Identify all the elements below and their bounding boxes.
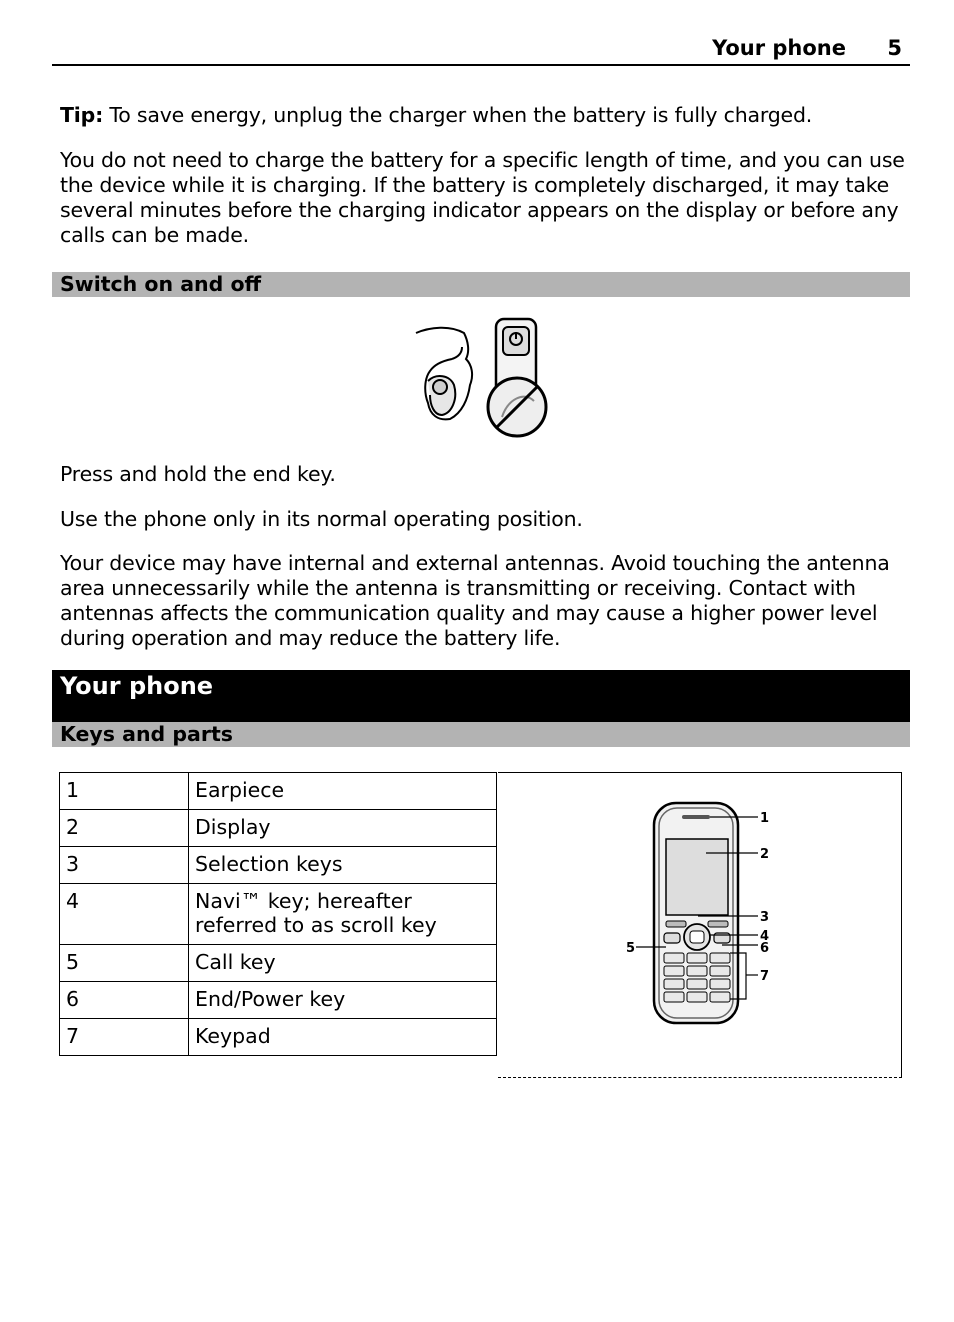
part-name: Navi™ key; hereafter referred to as scroll key — [189, 884, 497, 945]
callout-5: 5 — [626, 941, 636, 956]
phone-diagram-illustration — [626, 799, 771, 1029]
part-name: Call key — [189, 945, 497, 982]
table-row — [60, 1019, 497, 1056]
part-number: 3 — [60, 847, 189, 884]
hand-end-key-illustration — [408, 315, 558, 443]
part-number: 1 — [60, 773, 189, 810]
section-heading-switch — [52, 272, 910, 297]
part-name: Keypad — [189, 1019, 497, 1056]
page-number: 5 — [887, 36, 902, 60]
table-row — [60, 810, 497, 847]
table-row — [60, 847, 497, 884]
page-header — [52, 34, 910, 66]
table-row — [60, 945, 497, 982]
part-name: Selection keys — [189, 847, 497, 884]
chapter-heading — [52, 670, 910, 722]
table-row — [60, 884, 497, 945]
part-number: 6 — [60, 982, 189, 1019]
tip-paragraph — [60, 103, 910, 128]
section-heading-keys — [52, 722, 910, 747]
callout-4: 4 — [760, 929, 770, 944]
callout-7: 7 — [760, 969, 770, 984]
section-heading-keys-label: Keys and parts — [60, 722, 233, 746]
tip-label: Tip: — [60, 103, 104, 127]
charging-paragraph: You do not need to charge the battery for a specific length of time, and you can use the device while it is charging. If the battery is completely discharged, it may take several minutes before the charging indicator appears on the display or before any calls can be made. — [60, 148, 905, 247]
chapter-heading-label: Your phone — [60, 672, 214, 700]
callout-1: 1 — [760, 811, 770, 826]
section-heading-switch-label: Switch on and off — [60, 272, 262, 296]
press-end-key-text: Press and hold the end key. — [60, 462, 336, 486]
tip-text: To save energy, unplug the charger when the battery is fully charged. — [103, 103, 813, 127]
part-number: 4 — [60, 884, 189, 945]
header-title: Your phone — [712, 36, 846, 60]
part-name: Earpiece — [189, 773, 497, 810]
table-row — [60, 773, 497, 810]
part-number: 7 — [60, 1019, 189, 1056]
keys-parts-table — [59, 772, 497, 1056]
part-name: Display — [189, 810, 497, 847]
phone-diagram-box — [498, 772, 902, 1078]
operating-position-text: Use the phone only in its normal operating position. — [60, 507, 583, 531]
callout-3: 3 — [760, 910, 770, 925]
part-name: End/Power key — [189, 982, 497, 1019]
table-row — [60, 982, 497, 1019]
callout-2: 2 — [760, 847, 770, 862]
part-number: 2 — [60, 810, 189, 847]
callout-6: 6 — [760, 941, 770, 956]
antenna-paragraph: Your device may have internal and external antennas. Avoid touching the antenna area unnecessarily while the antenna is transmitting or receiving. Contact with antennas affects the communication quality and may cause a higher power level during operation and may reduce the battery life. — [60, 551, 890, 650]
part-number: 5 — [60, 945, 189, 982]
